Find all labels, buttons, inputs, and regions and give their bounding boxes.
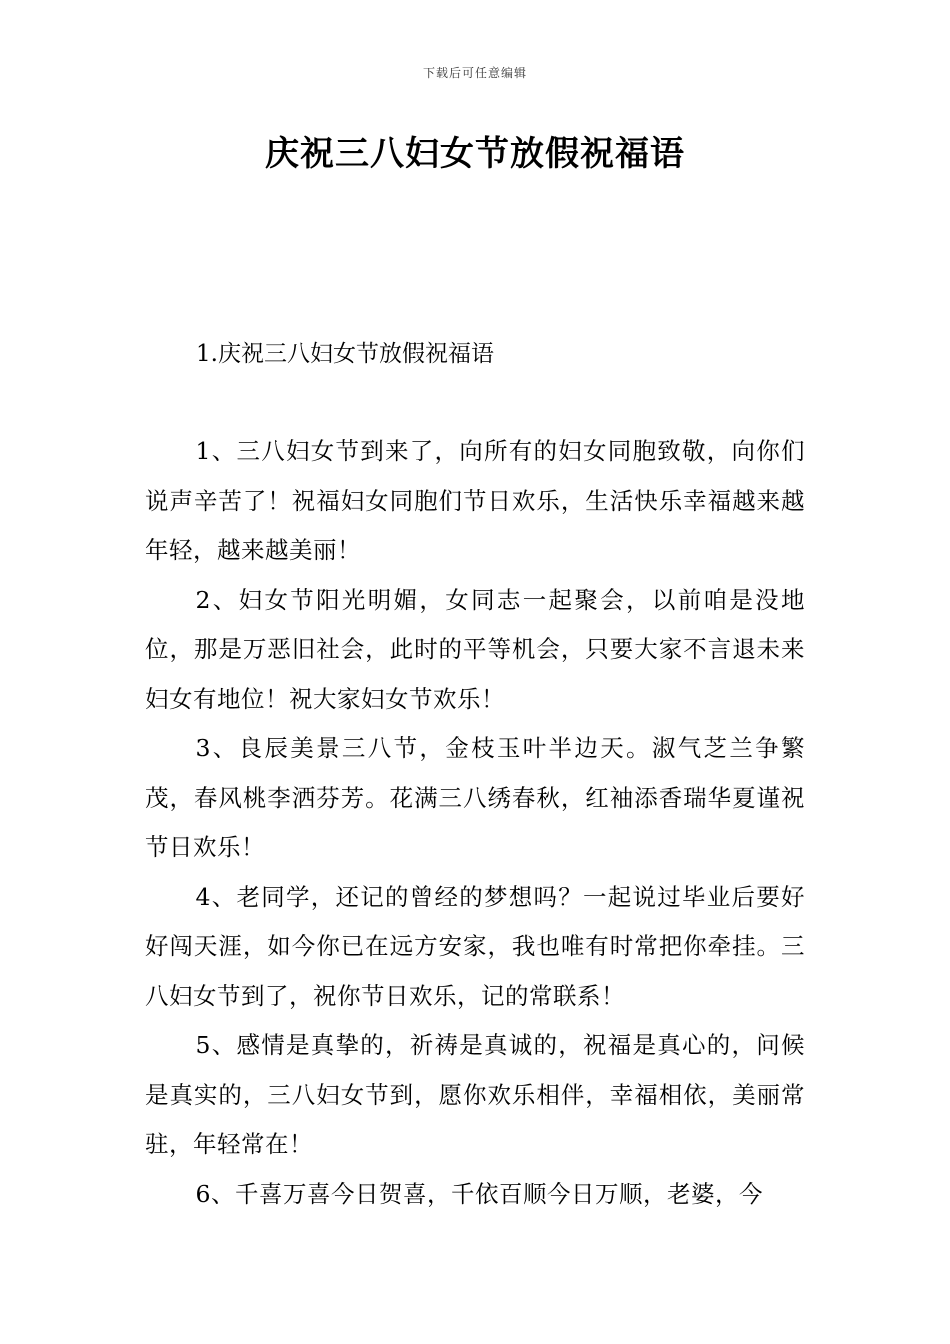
document-body xyxy=(145,427,805,1219)
paragraph-4: 4、老同学，还记的曾经的梦想吗？一起说过毕业后要好好闯天涯，如今你已在远方安家，我也唯有时常把你牵挂。三八妇女节到了，祝你节日欢乐，记的常联系！ xyxy=(145,882,805,1010)
paragraph-1: 1、三八妇女节到来了，向所有的妇女同胞致敬，向你们说声辛苦了！祝福妇女同胞们节日欢乐，生活快乐幸福越来越年轻，越来越美丽！ xyxy=(145,437,805,564)
paragraph-5: 5、感情是真挚的，祈祷是真诚的，祝福是真心的，问候是真实的，三八妇女节到，愿你欢乐相伴，幸福相依，美丽常驻，年轻常在！ xyxy=(145,1031,805,1158)
header-note: 下载后可任意编辑 xyxy=(422,66,527,80)
paragraph-3: 3、良辰美景三八节，金枝玉叶半边天。淑气芝兰争繁茂，春风桃李洒芬芳。花满三八绣春秋，红袖添香瑞华夏谨祝节日欢乐！ xyxy=(145,734,805,861)
section-heading: 1.庆祝三八妇女节放假祝福语 xyxy=(196,341,494,367)
paragraph-6: 6、千喜万喜今日贺喜，千依百顺今日万顺，老婆，今 xyxy=(195,1179,763,1208)
document-title: 庆祝三八妇女节放假祝福语 xyxy=(265,134,685,174)
paragraph-2: 2、妇女节阳光明媚，女同志一起聚会，以前咱是没地位，那是万恶旧社会，此时的平等机会，只要大家不言退未来妇女有地位！祝大家妇女节欢乐！ xyxy=(145,585,805,713)
